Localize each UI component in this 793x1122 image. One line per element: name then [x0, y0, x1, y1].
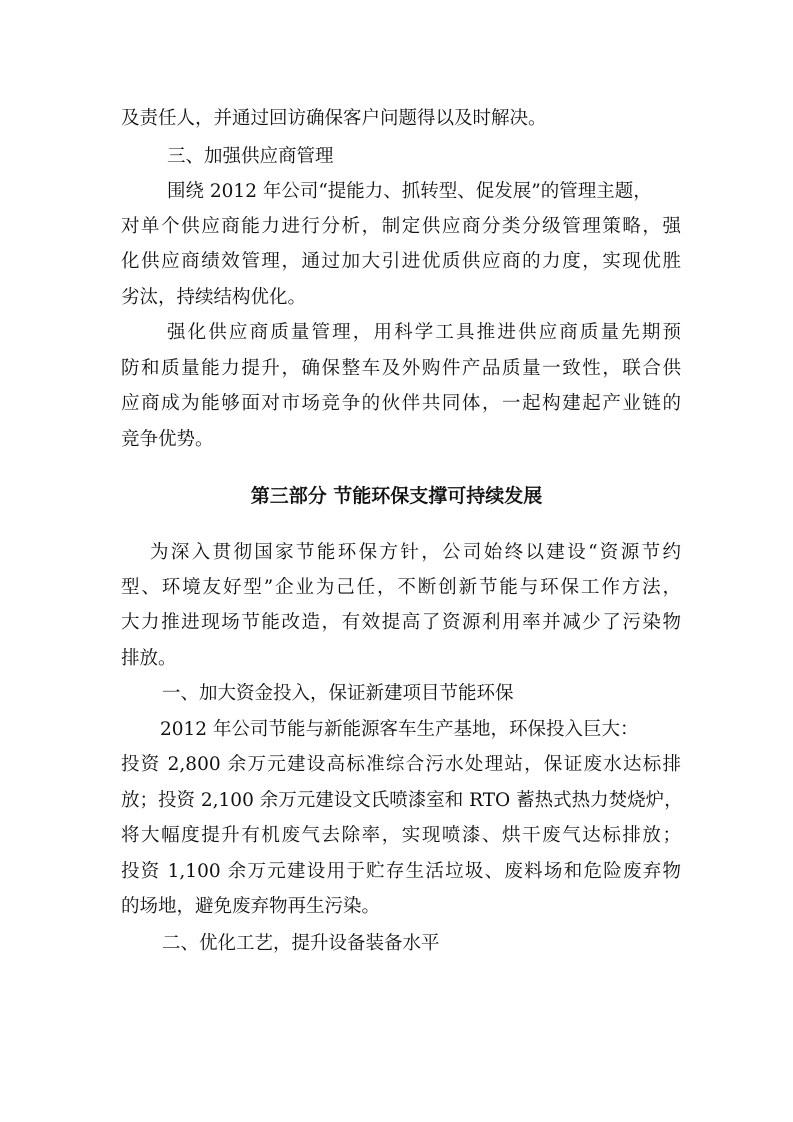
paragraph-line: 大力推进现场节能改造，有效提高了资源利用率并减少了污染物	[121, 612, 681, 633]
paragraph-line: 排放。	[121, 648, 177, 669]
paragraph-line: 对单个供应商能力进行分析，制定供应商分类分级管理策略，强	[121, 216, 681, 237]
part-title: 第三部分 节能环保支撑可持续发展	[250, 485, 543, 507]
paragraph-line: 型、环境友好型”企业为己任，不断创新节能与环保工作方法，	[121, 577, 681, 598]
section-heading: 一、加大资金投入，保证新建项目节能环保	[162, 683, 514, 704]
section-heading: 三、加强供应商管理	[167, 146, 334, 167]
paragraph-line: 应商成为能够面对市场竞争的伙伴共同体，一起构建起产业链的	[121, 393, 681, 414]
paragraph-line: 防和质量能力提升，确保整车及外购件产品质量一致性，联合供	[121, 358, 681, 379]
paragraph-line: 为深入贯彻国家节能环保方针，公司始终以建设“资源节约	[150, 542, 681, 563]
paragraph-line: 投资 2,800 余万元建设高标准综合污水处理站，保证废水达标排	[121, 754, 681, 775]
paragraph-line: 劣汰，持续结构优化。	[121, 287, 307, 308]
section-heading: 二、优化工艺，提升设备装备水平	[162, 933, 440, 954]
paragraph-line: 竞争优势。	[121, 429, 214, 450]
paragraph-line: 将大幅度提升有机废气去除率，实现喷漆、烘干废气达标排放；	[121, 825, 681, 846]
paragraph-line: 的场地，避免废弃物再生污染。	[121, 896, 381, 917]
paragraph-line: 强化供应商质量管理，用科学工具推进供应商质量先期预	[167, 322, 681, 343]
paragraph-line: 化供应商绩效管理，通过加大引进优质供应商的力度，实现优胜	[121, 251, 681, 272]
paragraph-line: 投资 1,100 余万元建设用于贮存生活垃圾、废料场和危险废弃物	[121, 861, 681, 882]
paragraph-line: 及责任人，并通过回访确保客户问题得以及时解决。	[121, 108, 547, 129]
paragraph-line: 2012 年公司节能与新能源客车生产基地，环保投入巨大：	[160, 719, 639, 740]
paragraph-line: 放；投资 2,100 余万元建设文氏喷漆室和 RTO 蓄热式热力焚烧炉，	[121, 790, 683, 811]
paragraph-line: 围绕 2012 年公司“提能力、抓转型、促发展”的管理主题，	[167, 181, 652, 202]
